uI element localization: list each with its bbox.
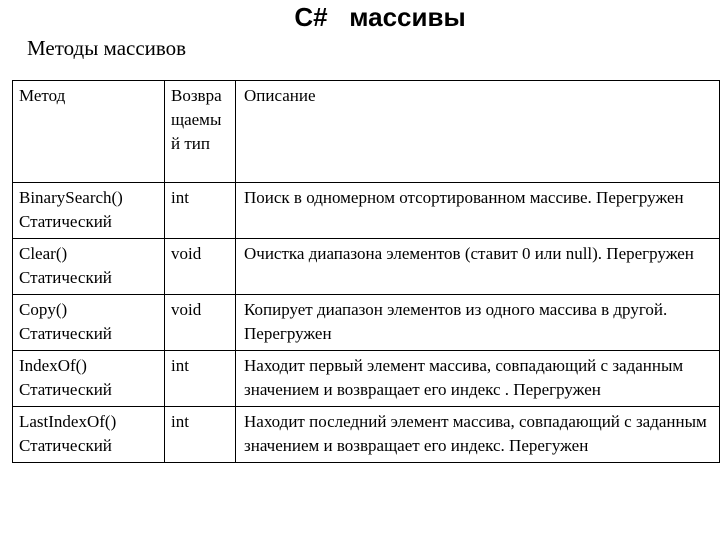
page-title: C# массивы xyxy=(294,2,466,32)
header-return-type: Возвращаемый тип xyxy=(165,81,236,183)
table-header-row xyxy=(13,81,720,183)
header-description: Описание xyxy=(236,81,720,183)
table-row xyxy=(13,239,720,295)
description-cell: Очистка диапазона элементов (ставит 0 или null). Перегружен xyxy=(236,239,720,295)
method-cell xyxy=(13,351,165,407)
method-kind: Статический xyxy=(19,436,112,455)
method-name: LastIndexOf() xyxy=(19,412,117,431)
table-row xyxy=(13,183,720,239)
table-row xyxy=(13,351,720,407)
header-method: Метод xyxy=(13,81,165,183)
description-cell: Находит последний элемент массива, совпадающий с заданным значением и возвращает его индекс. Перегужен xyxy=(236,407,720,463)
table-row xyxy=(13,407,720,463)
return-type-cell: int xyxy=(165,183,236,239)
return-type-cell: int xyxy=(165,351,236,407)
method-name: BinarySearch() xyxy=(19,188,123,207)
return-type-cell: int xyxy=(165,407,236,463)
method-cell xyxy=(13,295,165,351)
method-name: Copy() xyxy=(19,300,68,319)
method-cell xyxy=(13,239,165,295)
method-cell xyxy=(13,407,165,463)
method-name: IndexOf() xyxy=(19,356,87,375)
method-name: Clear() xyxy=(19,244,68,263)
description-cell: Поиск в одномерном отсортированном массиве. Перегружен xyxy=(236,183,720,239)
description-cell: Копирует диапазон элементов из одного массива в другой. Перегружен xyxy=(236,295,720,351)
table-row xyxy=(13,295,720,351)
description-cell: Находит первый элемент массива, совпадающий с заданным значением и возвращает его индекс . Перегружен xyxy=(236,351,720,407)
return-type-cell: void xyxy=(165,239,236,295)
method-kind: Статический xyxy=(19,324,112,343)
method-cell xyxy=(13,183,165,239)
method-kind: Статический xyxy=(19,380,112,399)
methods-table xyxy=(12,80,720,463)
method-kind: Статический xyxy=(19,212,112,231)
return-type-cell: void xyxy=(165,295,236,351)
method-kind: Статический xyxy=(19,268,112,287)
page-subtitle: Методы массивов xyxy=(27,36,187,60)
